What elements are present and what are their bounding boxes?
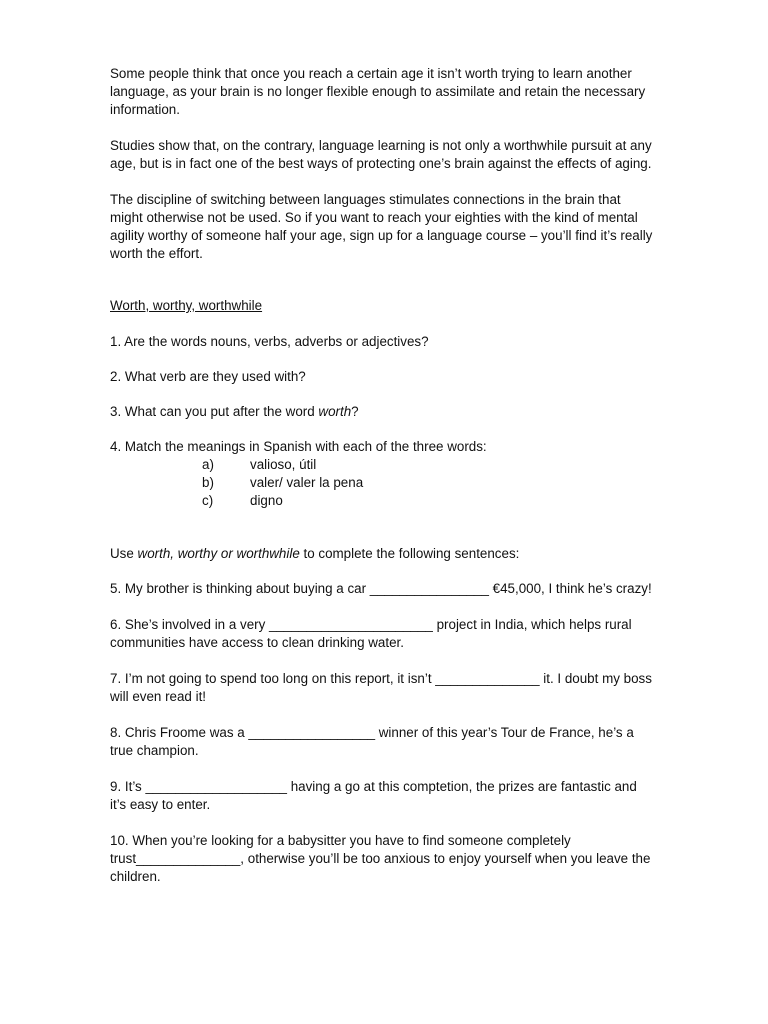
section-heading: Worth, worthy, worthwhile [110,298,263,313]
question-3-italic: worth [318,404,352,419]
sentence-6: 6. She’s involved in a very ______________________ project in India, which helps rural communities have access to clean drinking water. [110,617,632,650]
instruction-italic: worth, worthy or worthwhile [137,546,300,561]
option-text: digno [250,493,283,508]
sentence-7: 7. I’m not going to spend too long on this report, it isn’t ______________ it. I doubt my boss will even read it! [110,671,652,704]
intro-paragraph-2: Studies show that, on the contrary, language learning is not only a worthwhile pursuit at any age, but is in fact one of the best ways of protecting one’s brain against the effects of aging. [110,138,652,171]
option-text: valioso, útil [250,457,317,472]
intro-paragraph-1: Some people think that once you reach a certain age it isn’t worth trying to learn another language, as your brain is no longer flexible enough to assimilate and retain the necessary information. [110,66,646,117]
question-2: 2. What verb are they used with? [110,369,306,384]
option-text: valer/ valer la pena [250,475,364,490]
question-3-text: 3. What can you put after the word [110,404,319,419]
option-letter: c) [202,493,214,508]
option-c [110,492,655,510]
question-1: 1. Are the words nouns, verbs, adverbs or adjectives? [110,334,429,349]
question-4: 4. Match the meanings in Spanish with each of the three words: [110,439,487,454]
option-letter: b) [202,475,214,490]
instruction-end: to complete the following sentences: [299,546,520,561]
question-3 [110,403,655,421]
document-page [110,65,655,904]
option-a [110,456,655,474]
options-list [110,456,655,510]
instruction-text: Use [110,546,138,561]
option-b [110,474,655,492]
sentence-8: 8. Chris Froome was a _________________ winner of this year’s Tour de France, he’s a true champion. [110,725,634,758]
sentence-10: 10. When you’re looking for a babysitter you have to find someone completely trust______________, otherwise you’ll be too anxious to enjoy yourself when you leave the children. [110,833,651,884]
option-letter: a) [202,457,214,472]
sentence-9: 9. It’s ___________________ having a go at this comptetion, the prizes are fantastic and it’s easy to enter. [110,779,637,812]
instruction [110,545,655,563]
intro-paragraph-3: The discipline of switching between languages stimulates connections in the brain that might otherwise not be used. So if you want to reach your eighties with the kind of mental agility worthy of someone half your age, sign up for a language course – you’ll find it’s really worth the effort. [110,192,653,261]
question-3-end: ? [351,404,359,419]
sentence-5: 5. My brother is thinking about buying a car ________________ €45,000, I think he’s crazy! [110,581,652,596]
